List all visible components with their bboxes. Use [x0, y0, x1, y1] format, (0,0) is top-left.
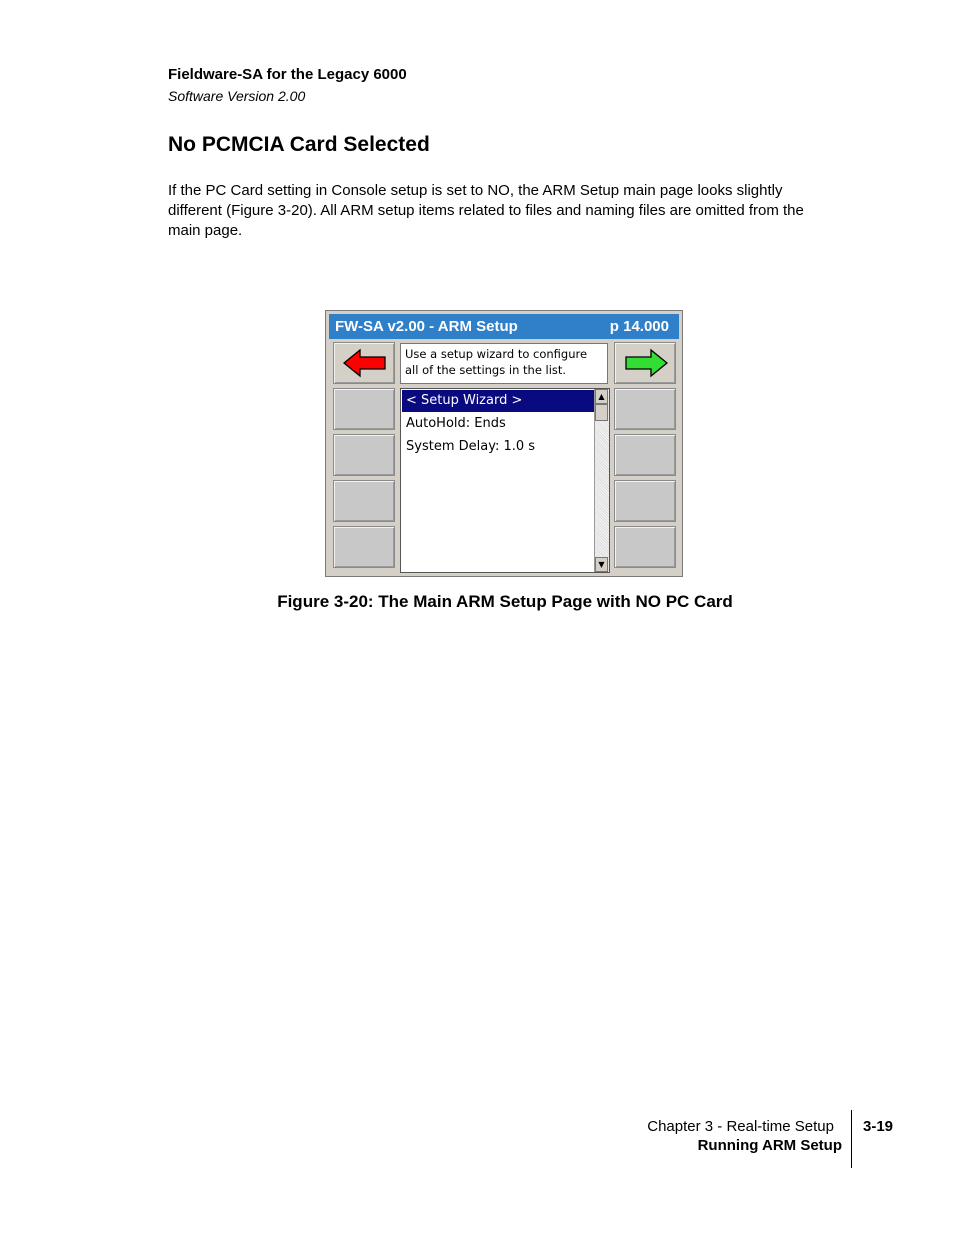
- page-number: 3-19: [863, 1118, 894, 1135]
- list-item-setup-wizard[interactable]: < Setup Wizard >: [402, 390, 595, 412]
- green-right-arrow-icon: [623, 347, 669, 379]
- left-softkey-3[interactable]: [333, 480, 395, 522]
- figure-caption: Figure 3-20: The Main ARM Setup Page with NO PC Card: [277, 592, 733, 611]
- red-left-arrow-icon: [342, 347, 388, 379]
- right-softkey-3[interactable]: [614, 480, 676, 522]
- section-heading: No PCMCIA Card Selected: [168, 133, 430, 156]
- device-position: p 14.000: [609, 318, 669, 335]
- right-softkey-2[interactable]: [614, 434, 676, 476]
- device-screenshot: [325, 310, 683, 577]
- list-item-system-delay[interactable]: System Delay: 1.0 s: [406, 439, 536, 454]
- document-title: Fieldware-SA for the Legacy 6000: [168, 66, 407, 83]
- body-paragraph: If the PC Card setting in Console setup is set to NO, the ARM Setup main page looks slightly different (Figure 3-20). All ARM setup items related to files and naming files are omitted from the main page.: [168, 182, 804, 239]
- scroll-down-arrow-icon[interactable]: ▼: [595, 557, 608, 572]
- footer-section: Running ARM Setup: [697, 1137, 842, 1154]
- list-item-autohold[interactable]: AutoHold: Ends: [406, 416, 506, 431]
- device-title: FW-SA v2.00 - ARM Setup: [335, 318, 518, 335]
- right-softkey-1[interactable]: [614, 388, 676, 430]
- left-softkey-2[interactable]: [333, 434, 395, 476]
- scrollbar-thumb[interactable]: [595, 404, 608, 421]
- software-version: Software Version 2.00: [168, 88, 306, 104]
- left-softkey-4[interactable]: [333, 526, 395, 568]
- settings-list: [400, 388, 610, 573]
- scroll-up-arrow-icon[interactable]: ▲: [595, 389, 608, 404]
- device-titlebar: [329, 314, 679, 339]
- left-softkey-1[interactable]: [333, 388, 395, 430]
- right-softkey-4[interactable]: [614, 526, 676, 568]
- help-text: Use a setup wizard to configure all of the settings in the list.: [400, 343, 608, 384]
- next-button[interactable]: [614, 342, 676, 384]
- back-button[interactable]: [333, 342, 395, 384]
- footer-divider: [851, 1110, 852, 1168]
- footer-chapter: Chapter 3 - Real-time Setup: [647, 1118, 834, 1135]
- list-scrollbar[interactable]: [594, 389, 609, 572]
